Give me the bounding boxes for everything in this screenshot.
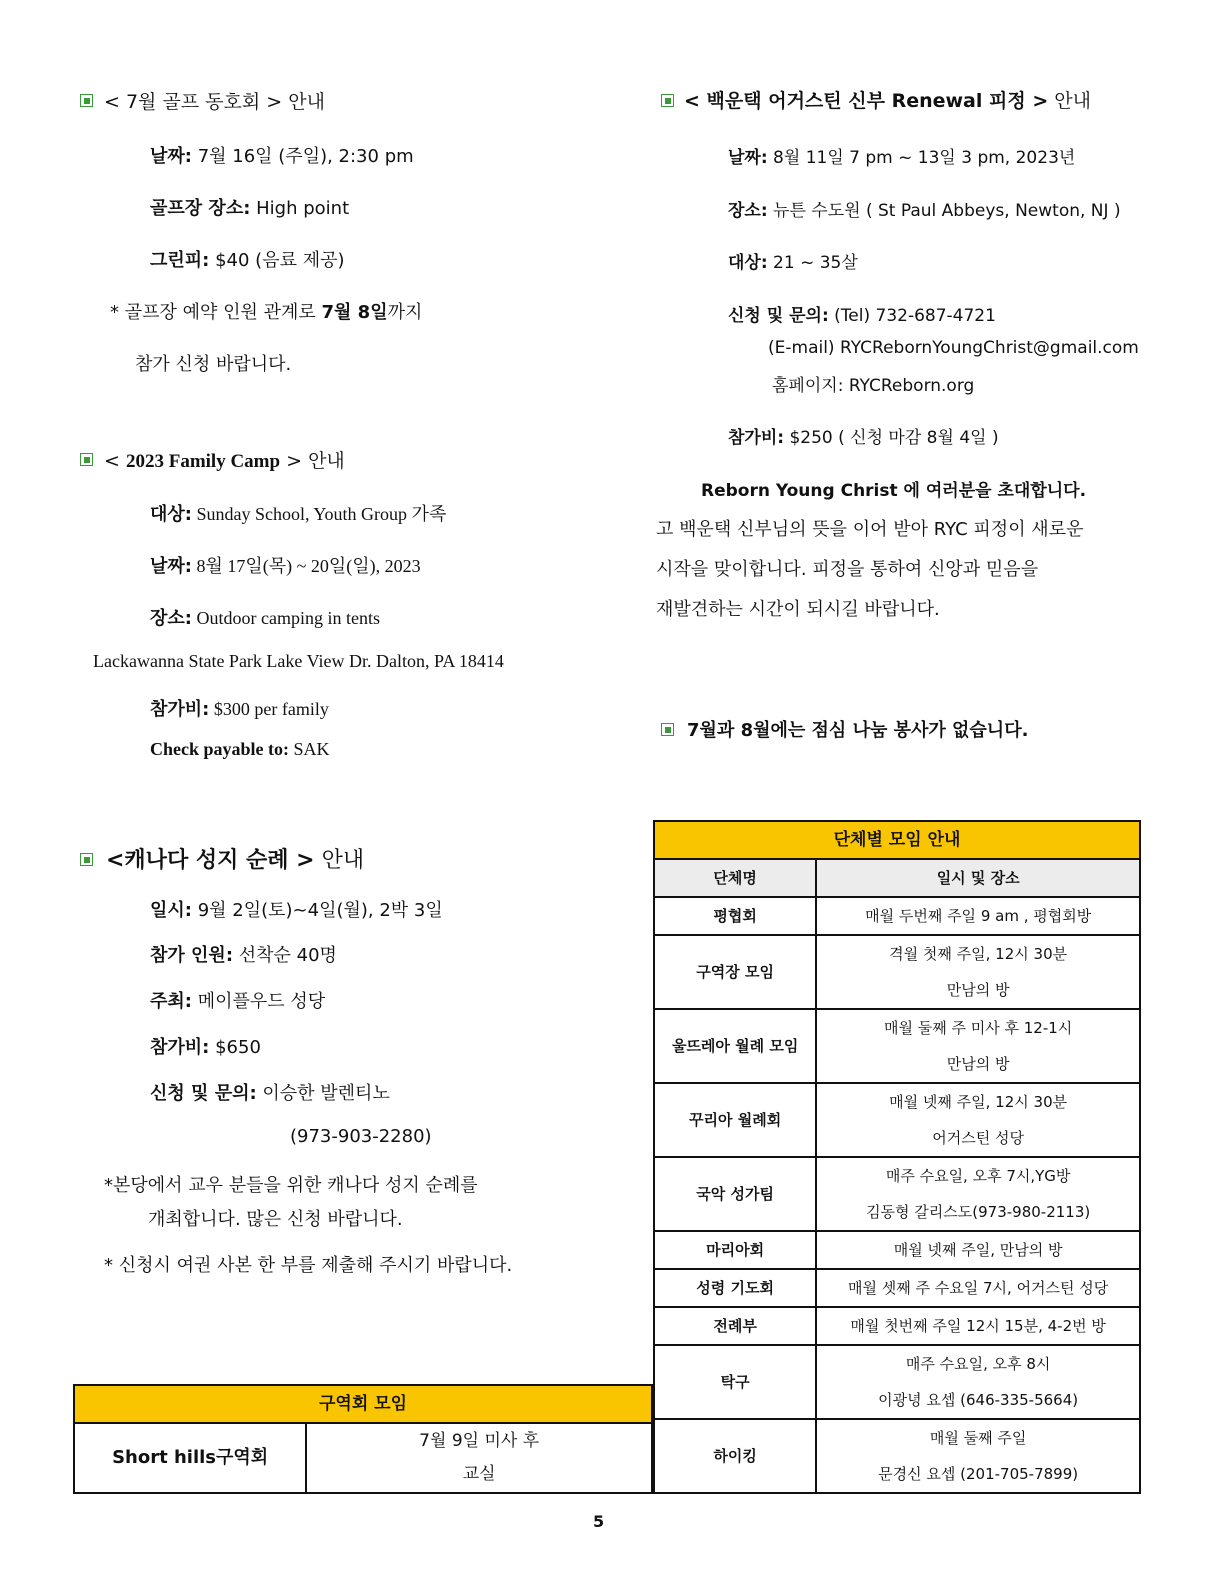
district-table	[73, 1384, 653, 1494]
district-schedule: 7월 9일 미사 후 교실	[306, 1423, 652, 1493]
table-row	[74, 1423, 652, 1493]
group-name: 성령 기도회	[654, 1269, 816, 1307]
table-row	[654, 1345, 1140, 1419]
renewal-desc-3: 재발견하는 시간이 되시길 바랍니다.	[656, 599, 940, 620]
renewal-contact: 신청 및 문의: (Tel) 732-687-4721	[728, 306, 996, 326]
lunch-notice: 7월과 8월에는 점심 나눔 봉사가 없습니다.	[687, 720, 1029, 741]
canada-date: 일시: 9월 2일(토)~4일(월), 2박 3일	[150, 900, 443, 921]
group-schedule: 매월 첫번째 주일 12시 15분, 4-2번 방	[816, 1307, 1140, 1345]
golf-fee: 그린피: $40 (음료 제공)	[150, 250, 345, 271]
renewal-fee: 참가비: $250 ( 신청 마감 8월 4일 )	[728, 428, 999, 448]
group-name: 구역장 모임	[654, 935, 816, 1009]
district-table-title: 구역회 모임	[74, 1385, 652, 1423]
renewal-invite: Reborn Young Christ 에 여러분을 초대합니다.	[701, 481, 1087, 501]
group-name: 울뜨레아 월례 모임	[654, 1009, 816, 1083]
bullet-icon	[80, 853, 93, 866]
col-header-name: 단체명	[654, 859, 816, 897]
renewal-date: 날짜: 8월 11일 7 pm ~ 13일 3 pm, 2023년	[728, 148, 1076, 168]
group-name: 하이킹	[654, 1419, 816, 1493]
bullet-icon	[661, 723, 674, 736]
renewal-homepage: 홈페이지: RYCReborn.org	[772, 376, 975, 396]
group-name: 마리아회	[654, 1231, 816, 1269]
group-schedule: 매주 수요일, 오후 8시 이광녕 요셉 (646-335-5664)	[816, 1345, 1140, 1419]
table-row	[654, 935, 1140, 1009]
canada-note-1b: 개최합니다. 많은 신청 바랍니다.	[148, 1209, 403, 1230]
canada-host: 주최: 메이플우드 성당	[150, 991, 326, 1012]
group-schedule: 격월 첫째 주일, 12시 30분 만남의 방	[816, 935, 1140, 1009]
table-row	[654, 1307, 1140, 1345]
golf-place: 골프장 장소: High point	[150, 198, 350, 219]
bullet-icon	[80, 94, 93, 107]
camp-target: 대상: Sunday School, Youth Group 가족	[150, 504, 447, 525]
district-name: Short hills구역회	[74, 1423, 306, 1493]
group-schedule: 매월 둘째 주일 문경신 요셉 (201-705-7899)	[816, 1419, 1140, 1493]
group-name: 꾸리아 월례회	[654, 1083, 816, 1157]
renewal-target: 대상: 21 ~ 35살	[728, 253, 858, 273]
camp-fee: 참가비: $300 per family	[150, 699, 329, 720]
groups-table	[653, 820, 1141, 1494]
group-schedule: 매월 둘째 주 미사 후 12-1시 만남의 방	[816, 1009, 1140, 1083]
table-row	[654, 1419, 1140, 1493]
canada-people: 참가 인원: 선착순 40명	[150, 945, 337, 966]
canada-heading: <캐나다 성지 순례 > 안내	[106, 848, 365, 873]
canada-phone: (973-903-2280)	[290, 1126, 432, 1147]
group-schedule: 매월 넷째 주일, 만남의 방	[816, 1231, 1140, 1269]
bullet-icon	[80, 453, 93, 466]
table-row	[654, 1231, 1140, 1269]
table-row	[654, 1269, 1140, 1307]
bullet-icon	[661, 94, 674, 107]
group-schedule: 매월 두번째 주일 9 am , 평협회방	[816, 897, 1140, 935]
table-row	[654, 1083, 1140, 1157]
canada-fee: 참가비: $650	[150, 1037, 261, 1058]
group-schedule: 매월 셋째 주 수요일 7시, 어거스틴 성당	[816, 1269, 1140, 1307]
renewal-heading: < 백운택 어거스틴 신부 Renewal 피정 > 안내	[684, 90, 1091, 112]
camp-place: 장소: Outdoor camping in tents	[150, 608, 380, 629]
renewal-place: 장소: 뉴튼 수도원 ( St Paul Abbeys, Newton, NJ )	[728, 201, 1121, 221]
camp-date: 날짜: 8월 17일(목) ~ 20일(일), 2023	[150, 556, 421, 577]
page-number: 5	[593, 1512, 605, 1531]
golf-note: * 골프장 예약 인원 관계로 7월 8일까지	[110, 302, 423, 323]
renewal-email: (E-mail) RYCRebornYoungChrist@gmail.com	[768, 338, 1139, 358]
renewal-desc-1: 고 백운택 신부님의 뜻을 이어 받아 RYC 피정이 새로운	[656, 519, 1084, 540]
table-row	[654, 897, 1140, 935]
group-schedule: 매주 수요일, 오후 7시,YG방 김동형 갈리스도(973-980-2113)	[816, 1157, 1140, 1231]
golf-note-2: 참가 신청 바랍니다.	[135, 354, 292, 375]
golf-date: 날짜: 7월 16일 (주일), 2:30 pm	[150, 146, 414, 167]
group-name: 평협회	[654, 897, 816, 935]
group-name: 전례부	[654, 1307, 816, 1345]
table-row	[654, 1009, 1140, 1083]
canada-note-2: * 신청시 여권 사본 한 부를 제출해 주시기 바랍니다.	[104, 1255, 513, 1276]
group-name: 국악 성가팀	[654, 1157, 816, 1231]
groups-table-title: 단체별 모임 안내	[654, 821, 1140, 859]
golf-heading: < 7월 골프 동호회 > 안내	[104, 91, 325, 113]
camp-address: Lackawanna State Park Lake View Dr. Dalton, PA 18414	[93, 651, 504, 671]
canada-contact: 신청 및 문의: 이승한 발렌티노	[150, 1083, 390, 1104]
canada-note-1: *본당에서 교우 분들을 위한 캐나다 성지 순례를	[104, 1175, 478, 1196]
table-row	[654, 1157, 1140, 1231]
renewal-desc-2: 시작을 맞이합니다. 피정을 통하여 신앙과 믿음을	[656, 559, 1039, 580]
group-schedule: 매월 넷째 주일, 12시 30분 어거스틴 성당	[816, 1083, 1140, 1157]
camp-heading: < 2023 Family Camp > 안내	[104, 450, 345, 472]
group-name: 탁구	[654, 1345, 816, 1419]
camp-check: Check payable to: SAK	[150, 739, 330, 759]
col-header-schedule: 일시 및 장소	[816, 859, 1140, 897]
